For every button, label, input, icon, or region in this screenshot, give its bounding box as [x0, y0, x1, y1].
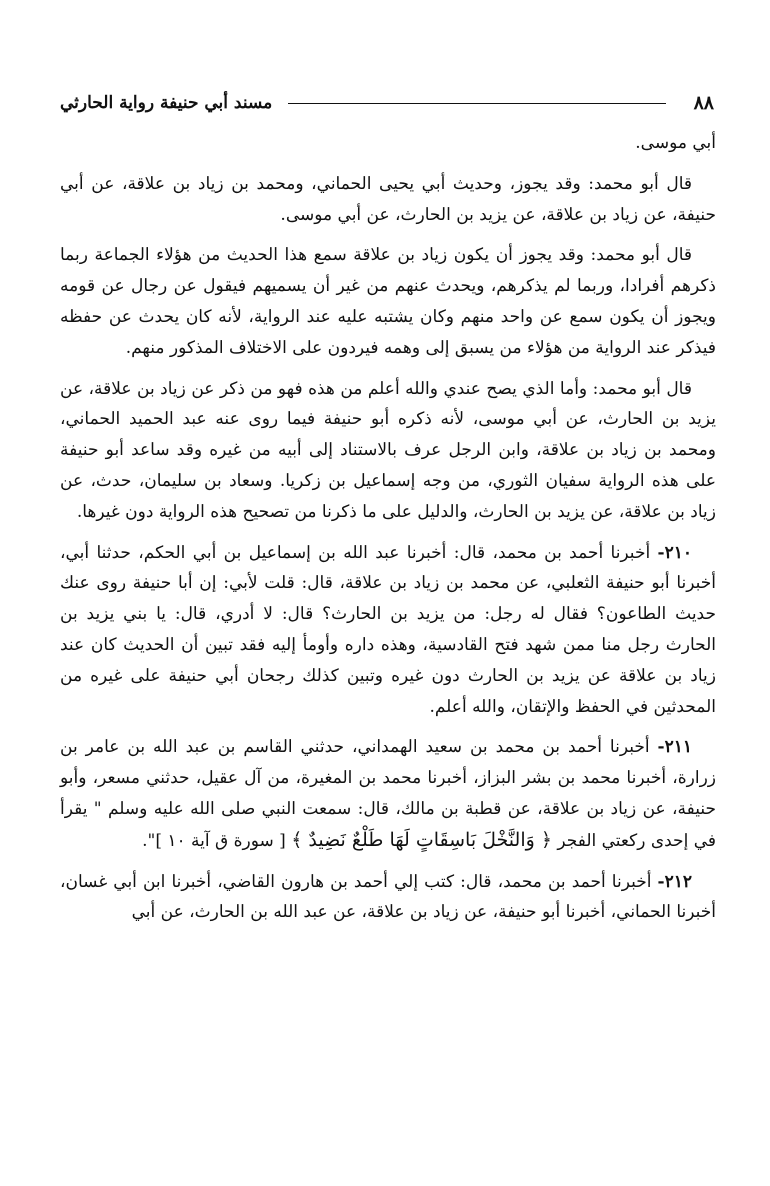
page-header — [60, 88, 714, 118]
page-number: ٨٨ — [693, 92, 714, 114]
paragraph-text: أخبرنا أحمد بن محمد، قال: أخبرنا عبد الله بن إسماعيل بن أبي الحكم، حدثنا أبي، أخبرنا أبو حنيفة الثعلبي، عن محمد بن زياد بن علاقة، قال: قلت لأبي: إن أبا حنيفة روى عنك حديث الطاعون؟ فقال له رجل: من يزيد بن الحارث؟ قال: لا أدري، قال: يا بني يزيد بن الحارث رجل منا ممن شهد فتح القادسية، وهذه داره وأومأ إليه فقد تبين أن الحديث كان عند زياد بن علاقة عن يزيد بن الحارث دون غيره وتبين كذلك رجحان أبي حنيفة على غيره من المحدثين في الحفظ والإتقان، والله أعلم. — [60, 542, 716, 717]
hadith-entry — [60, 538, 716, 723]
verse-reference: [ سورة ق آية ١٠ ]". — [142, 830, 286, 851]
hadith-number: ٢١٢- — [657, 871, 692, 892]
paragraph — [60, 240, 716, 363]
paragraph-text: قال أبو محمد: وقد يجوز، وحديث أبي يحيى الحماني، ومحمد بن زياد بن علاقة، عن أبي حنيفة، عن زياد بن علاقة، عن يزيد بن الحارث، عن أبي موسى. — [60, 173, 716, 225]
paragraph — [60, 374, 716, 528]
paragraph-text: قال أبو محمد: وأما الذي يصح عندي والله أعلم من هذه فهو من ذكر عن زياد بن علاقة، عن يزيد بن الحارث، عن أبي موسى، لأنه ذكره أبو حنيفة فيما روى عنه عبد الحميد الحماني، ومحمد بن زياد بن علاقة، وابن الرجل عرف بالاستناد إلى أبيه من غيره وقد ساعد أبو حنيفة على هذه الرواية سفيان الثوري، من وجه إسماعيل بن زكريا. وسعاد بن سليمان، حدث، عن زياد بن علاقة، عن يزيد بن الحارث، والدليل على ما ذكرنا من تصحيح هذه الرواية دون غيرها. — [60, 378, 716, 522]
hadith-number: ٢١١- — [657, 737, 692, 758]
paragraph-continuation — [60, 128, 716, 159]
paragraph-text: أخبرنا أحمد بن محمد بن سعيد الهمداني، حدثني القاسم بن عبد الله بن عامر بن زرارة، أخبرنا محمد بن بشر البزاز، أخبرنا محمد بن المغيرة، من آل عقيل، حدثني مسعر، وأبو حنيفة، عن زياد بن علاقة، عن قطبة بن مالك، قال: سمعت النبي صلى الله عليه وسلم " يقرأ في إحدى ركعتي الفجر — [60, 737, 716, 851]
quran-verse: ﴿ وَالنَّخْلَ بَاسِقَاتٍ لَهَا طَلْعٌ نَضِيدٌ ﴾ — [291, 828, 552, 851]
paragraph — [60, 169, 716, 231]
hadith-entry — [60, 867, 716, 929]
running-title: مسند أبي حنيفة رواية الحارثي — [60, 93, 273, 113]
hadith-entry — [60, 732, 716, 856]
paragraph-text: أبي موسى. — [635, 133, 716, 153]
paragraph-text: قال أبو محمد: وقد يجوز أن يكون زياد بن علاقة سمع هذا الحديث من هؤلاء الجماعة ربما ذكرهم أفرادا، وربما لم يذكرهم، ويحدث عنهم من غير أن يسميهم فيقول عن رجال عن قومه ويجوز أن يكون سمع عن واحد منهم وكان يشتبه عليه عند الرواية، لأنه كان يحدث عن حفظه فيذكر عند الرواية من هؤلاء من يسبق إلى وهمه فيردون على الاختلاف المذكور منهم. — [60, 245, 716, 358]
header-rule — [288, 103, 665, 104]
hadith-number: ٢١٠- — [657, 542, 692, 563]
page-body — [60, 128, 716, 938]
paragraph-text: أخبرنا أحمد بن محمد، قال: كتب إلي أحمد بن هارون القاضي، أخبرنا ابن أبي غسان، أخبرنا الحماني، أخبرنا أبو حنيفة، عن زياد بن علاقة، عن عبد الله بن الحارث، عن أبي — [60, 871, 716, 923]
